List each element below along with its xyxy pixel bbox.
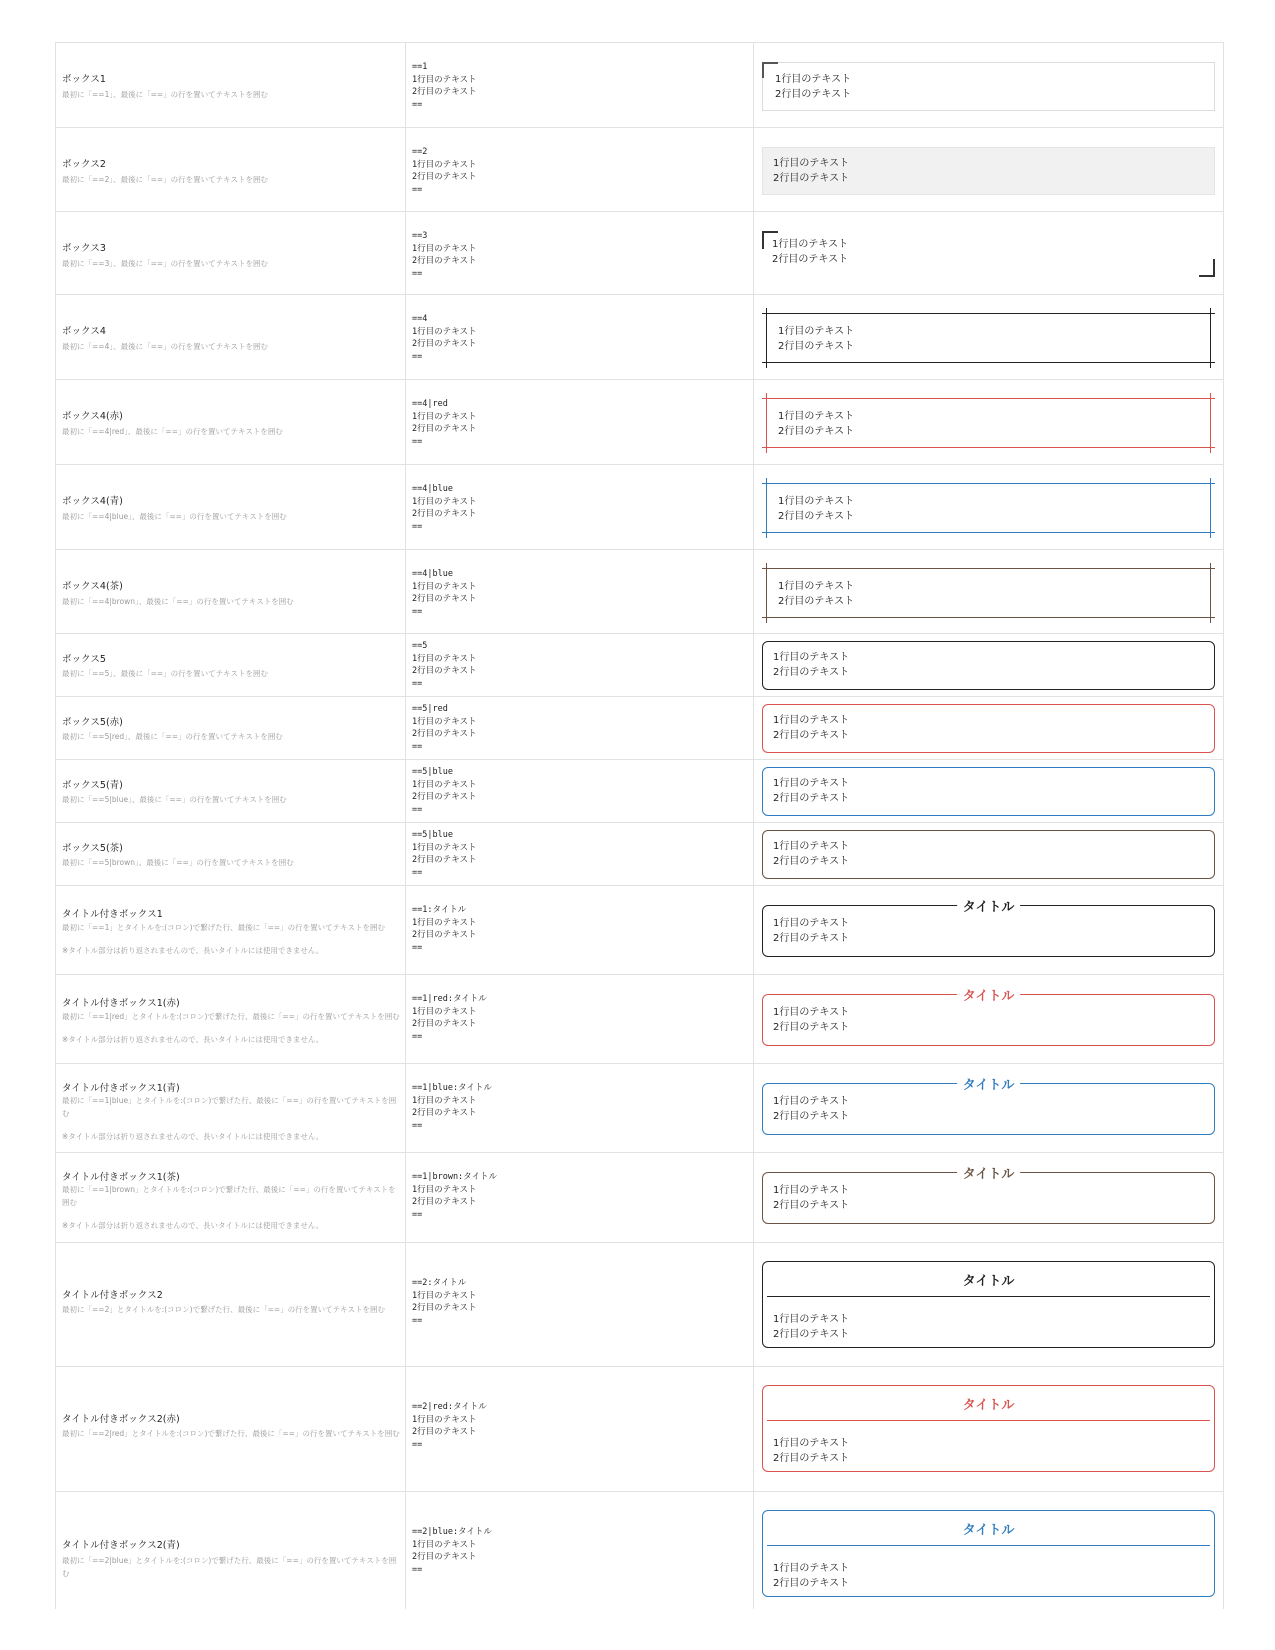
- sample-line-2: 2行目のテキスト: [773, 667, 850, 678]
- box5-demo: [762, 641, 1215, 690]
- side-line-right: [1210, 308, 1211, 368]
- sample-line-2: 2行目のテキスト: [773, 1200, 850, 1211]
- box-title: タイトル: [957, 985, 1021, 1004]
- box1-demo: [762, 62, 1215, 111]
- row-description: 最初に「==5|red」、最後に「==」の行を置いてテキストを囲む: [62, 732, 283, 741]
- row-name: ボックス2: [62, 159, 106, 170]
- row-description: 最初に「==4」、最後に「==」の行を置いてテキストを囲む: [62, 342, 269, 351]
- titled-box1-red-demo: [762, 989, 1215, 1046]
- row-description: 最初に「==5|brown」、最後に「==」の行を置いてテキストを囲む: [62, 858, 294, 867]
- table-row: [56, 43, 1223, 128]
- row-name: ボックス5(青): [62, 780, 123, 791]
- box2-demo: [762, 147, 1215, 195]
- row-name: ボックス1: [62, 74, 106, 85]
- box3-demo: [762, 231, 1215, 277]
- sample-line-2: 2行目のテキスト: [778, 511, 855, 522]
- code-sample: ==1|blue:タイトル 1行目のテキスト 2行目のテキスト ==: [412, 1083, 492, 1131]
- code-sample: ==5|red 1行目のテキスト 2行目のテキスト ==: [412, 704, 477, 752]
- code-sample: ==5|blue 1行目のテキスト 2行目のテキスト ==: [412, 767, 477, 815]
- side-line-left: [766, 478, 767, 538]
- code-sample: ==2:タイトル 1行目のテキスト 2行目のテキスト ==: [412, 1278, 477, 1326]
- sample-line-1: 1行目のテキスト: [773, 158, 850, 169]
- box4-demo: [762, 313, 1215, 363]
- titled-box1-brown-demo: [762, 1167, 1215, 1224]
- table-row: [56, 697, 1223, 760]
- side-line-left: [766, 393, 767, 453]
- sample-line-1: 1行目のテキスト: [773, 1096, 850, 1107]
- sample-line-1: 1行目のテキスト: [778, 411, 855, 422]
- code-sample: ==1 1行目のテキスト 2行目のテキスト ==: [412, 62, 477, 110]
- row-description: 最初に「==5」、最後に「==」の行を置いてテキストを囲む: [62, 669, 269, 678]
- table-row: [56, 128, 1223, 212]
- code-sample: ==4|blue 1行目のテキスト 2行目のテキスト ==: [412, 569, 477, 617]
- row-description: 最初に「==1」、最後に「==」の行を置いてテキストを囲む: [62, 90, 269, 99]
- row-name: タイトル付きボックス1(茶): [62, 1172, 180, 1183]
- code-sample: ==2|red:タイトル 1行目のテキスト 2行目のテキスト ==: [412, 1402, 487, 1450]
- sample-line-2: 2行目のテキスト: [773, 933, 850, 944]
- row-name: タイトル付きボックス2(青): [62, 1540, 180, 1551]
- box-title: タイトル: [962, 1274, 1015, 1289]
- sample-line-1: 1行目のテキスト: [773, 1438, 850, 1449]
- box4-blue-demo: [762, 483, 1215, 533]
- corner-accent: [1199, 259, 1215, 277]
- row-name: ボックス3: [62, 243, 106, 254]
- sample-line-1: 1行目のテキスト: [773, 1185, 850, 1196]
- table-row: [56, 760, 1223, 823]
- sample-line-2: 2行目のテキスト: [778, 341, 855, 352]
- table-row: [56, 1243, 1223, 1367]
- table-row: [56, 212, 1223, 295]
- code-sample: ==3 1行目のテキスト 2行目のテキスト ==: [412, 231, 477, 279]
- titled-box2-red-demo: [762, 1385, 1215, 1472]
- box-title: タイトル: [957, 1163, 1021, 1182]
- code-sample: ==1:タイトル 1行目のテキスト 2行目のテキスト ==: [412, 905, 477, 953]
- box4-brown-demo: [762, 568, 1215, 618]
- row-description: 最初に「==2|blue」とタイトルを:(コロン)で繋げた行、最後に「==」の行を置いてテキストを囲む: [62, 1556, 397, 1578]
- row-description: 最初に「==1|red」とタイトルを:(コロン)で繋げた行、最後に「==」の行を置いてテキストを囲む: [62, 1012, 400, 1021]
- row-name: ボックス5(赤): [62, 717, 123, 728]
- sample-line-2: 2行目のテキスト: [773, 856, 850, 867]
- box5-red-demo: [762, 704, 1215, 753]
- sample-line-1: 1行目のテキスト: [773, 918, 850, 929]
- row-name: ボックス4: [62, 326, 106, 337]
- row-note: ※タイトル部分は折り返されませんので、長いタイトルには使用できません。: [62, 946, 324, 955]
- table-row: [56, 550, 1223, 634]
- box5-blue-demo: [762, 767, 1215, 816]
- row-description: 最初に「==5|blue」、最後に「==」の行を置いてテキストを囲む: [62, 795, 287, 804]
- sample-line-1: 1行目のテキスト: [773, 715, 850, 726]
- table-row: [56, 295, 1223, 380]
- table-row: [56, 380, 1223, 465]
- box-title: タイトル: [957, 1074, 1021, 1093]
- row-description: 最初に「==2」とタイトルを:(コロン)で繋げた行、最後に「==」の行を置いてテキストを囲む: [62, 1305, 385, 1314]
- table-row: [56, 1153, 1223, 1243]
- row-description: 最初に「==1」とタイトルを:(コロン)で繋げた行、最後に「==」の行を置いてテキストを囲む: [62, 923, 385, 932]
- sample-line-2: 2行目のテキスト: [773, 730, 850, 741]
- row-note: ※タイトル部分は折り返されませんので、長いタイトルには使用できません。: [62, 1132, 324, 1141]
- row-name: ボックス4(赤): [62, 411, 123, 422]
- row-description: 最初に「==2|red」とタイトルを:(コロン)で繋げた行、最後に「==」の行を置いてテキストを囲む: [62, 1429, 400, 1438]
- table-row: [56, 823, 1223, 886]
- box4-red-demo: [762, 398, 1215, 448]
- side-line-right: [1210, 478, 1211, 538]
- row-description: 最初に「==1|blue」とタイトルを:(コロン)で繋げた行、最後に「==」の行を置いてテキストを囲む: [62, 1096, 397, 1118]
- row-name: タイトル付きボックス1: [62, 909, 163, 920]
- code-sample: ==1|brown:タイトル 1行目のテキスト 2行目のテキスト ==: [412, 1172, 498, 1220]
- sample-line-2: 2行目のテキスト: [773, 1329, 850, 1340]
- sample-line-2: 2行目のテキスト: [773, 1111, 850, 1122]
- side-line-right: [1210, 393, 1211, 453]
- sample-line-2: 2行目のテキスト: [775, 89, 852, 100]
- row-description: 最初に「==1|brown」とタイトルを:(コロン)で繋げた行、最後に「==」の行を置いてテキストを囲む: [62, 1185, 396, 1207]
- sample-line-2: 2行目のテキスト: [772, 254, 849, 265]
- sample-line-1: 1行目のテキスト: [773, 1563, 850, 1574]
- row-description: 最初に「==4|brown」、最後に「==」の行を置いてテキストを囲む: [62, 597, 294, 606]
- title-divider: [767, 1420, 1210, 1421]
- sample-line-2: 2行目のテキスト: [773, 173, 850, 184]
- row-description: 最初に「==3」、最後に「==」の行を置いてテキストを囲む: [62, 259, 269, 268]
- row-description: 最初に「==4|blue」、最後に「==」の行を置いてテキストを囲む: [62, 512, 287, 521]
- row-description: 最初に「==2」、最後に「==」の行を置いてテキストを囲む: [62, 175, 269, 184]
- sample-line-1: 1行目のテキスト: [773, 778, 850, 789]
- sample-line-2: 2行目のテキスト: [773, 1022, 850, 1033]
- row-name: ボックス4(茶): [62, 581, 123, 592]
- side-line-left: [766, 563, 767, 623]
- sample-line-1: 1行目のテキスト: [772, 239, 849, 250]
- titled-box2-demo: [762, 1261, 1215, 1348]
- table-row: [56, 1064, 1223, 1153]
- row-name: ボックス4(青): [62, 496, 123, 507]
- sample-line-1: 1行目のテキスト: [778, 496, 855, 507]
- sample-line-2: 2行目のテキスト: [773, 1578, 850, 1589]
- side-line-left: [766, 308, 767, 368]
- titled-box2-blue-demo: [762, 1510, 1215, 1597]
- sample-line-2: 2行目のテキスト: [778, 426, 855, 437]
- sample-line-1: 1行目のテキスト: [773, 1314, 850, 1325]
- box-title: タイトル: [957, 896, 1021, 915]
- row-name: タイトル付きボックス1(青): [62, 1083, 180, 1094]
- sample-line-1: 1行目のテキスト: [778, 581, 855, 592]
- sample-line-2: 2行目のテキスト: [773, 793, 850, 804]
- table-row: [56, 975, 1223, 1064]
- box-title: タイトル: [962, 1523, 1015, 1538]
- table-row: [56, 1492, 1223, 1609]
- code-sample: ==1|red:タイトル 1行目のテキスト 2行目のテキスト ==: [412, 994, 487, 1042]
- sample-line-2: 2行目のテキスト: [778, 596, 855, 607]
- sample-line-1: 1行目のテキスト: [773, 652, 850, 663]
- box5-brown-demo: [762, 830, 1215, 879]
- title-divider: [767, 1296, 1210, 1297]
- code-sample: ==5 1行目のテキスト 2行目のテキスト ==: [412, 641, 477, 689]
- sample-line-1: 1行目のテキスト: [773, 841, 850, 852]
- code-sample: ==2 1行目のテキスト 2行目のテキスト ==: [412, 147, 477, 195]
- code-sample: ==5|blue 1行目のテキスト 2行目のテキスト ==: [412, 830, 477, 878]
- row-name: タイトル付きボックス2: [62, 1290, 163, 1301]
- row-description: 最初に「==4|red」、最後に「==」の行を置いてテキストを囲む: [62, 427, 283, 436]
- code-sample: ==4|blue 1行目のテキスト 2行目のテキスト ==: [412, 484, 477, 532]
- code-sample: ==2|blue:タイトル 1行目のテキスト 2行目のテキスト ==: [412, 1527, 492, 1575]
- side-line-right: [1210, 563, 1211, 623]
- sample-line-1: 1行目のテキスト: [775, 74, 852, 85]
- code-sample: ==4 1行目のテキスト 2行目のテキスト ==: [412, 314, 477, 362]
- sample-line-1: 1行目のテキスト: [778, 326, 855, 337]
- titled-box1-blue-demo: [762, 1078, 1215, 1135]
- row-name: ボックス5(茶): [62, 843, 123, 854]
- sample-line-1: 1行目のテキスト: [773, 1007, 850, 1018]
- row-name: タイトル付きボックス1(赤): [62, 998, 180, 1009]
- code-sample: ==4|red 1行目のテキスト 2行目のテキスト ==: [412, 399, 477, 447]
- title-divider: [767, 1545, 1210, 1546]
- row-name: タイトル付きボックス2(赤): [62, 1414, 180, 1425]
- table-row: [56, 465, 1223, 550]
- box-title: タイトル: [962, 1398, 1015, 1413]
- row-name: ボックス5: [62, 654, 106, 665]
- titled-box1-demo: [762, 900, 1215, 957]
- row-note: ※タイトル部分は折り返されませんので、長いタイトルには使用できません。: [62, 1221, 324, 1230]
- sample-line-2: 2行目のテキスト: [773, 1453, 850, 1464]
- table-row: [56, 1367, 1223, 1492]
- row-note: ※タイトル部分は折り返されませんので、長いタイトルには使用できません。: [62, 1035, 324, 1044]
- table-row: [56, 886, 1223, 975]
- markup-reference-table: [55, 42, 1224, 1609]
- table-row: [56, 634, 1223, 697]
